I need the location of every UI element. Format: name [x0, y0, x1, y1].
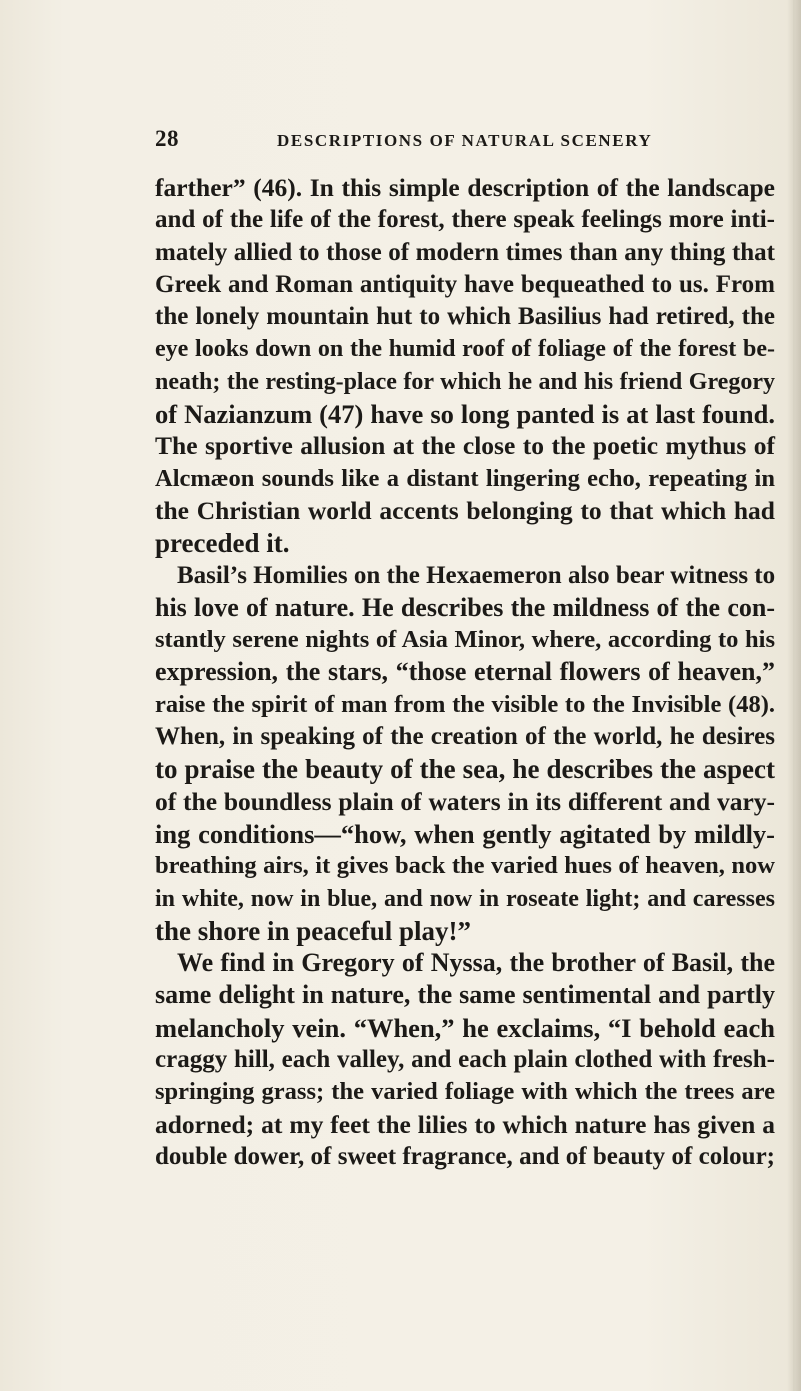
text-line: ing conditions—“how, when gently agitated by mildly- — [155, 818, 775, 849]
text-line: melancholy vein. “When,” he exclaims, “I behold each — [155, 1012, 775, 1043]
page-header — [155, 126, 755, 156]
text-line: raise the spirit of man from the visible to the Invisible (48). — [155, 690, 775, 718]
text-line: and of the life of the forest, there speak feelings more inti- — [155, 206, 775, 234]
text-line: double dower, of sweet fragrance, and of beauty of colour; — [155, 1142, 775, 1170]
text-line: Basil’s Homilies on the Hexaemeron also bear witness to — [177, 561, 776, 589]
text-line: neath; the resting-place for which he and his friend Gregory — [155, 368, 775, 395]
page-edge-line — [793, 0, 795, 1391]
text-line: the Christian world accents belonging to that which had — [155, 495, 775, 525]
text-line: adorned; at my feet the lilies to which nature has given a — [155, 1109, 775, 1139]
text-line: craggy hill, each valley, and each plain clothed with fresh- — [155, 1046, 775, 1074]
text-line: eye looks down on the humid roof of foliage of the forest be- — [155, 336, 775, 363]
text-line: When, in speaking of the creation of the world, he desires — [155, 723, 775, 751]
text-line: preceded it. — [155, 528, 290, 559]
text-line: of the boundless plain of waters in its different and vary- — [155, 786, 775, 816]
text-line: The sportive allusion at the close to the poetic mythus of — [155, 431, 775, 461]
text-line: of Nazianzum (47) have so long panted is at last found. — [155, 399, 775, 430]
text-line: springing grass; the varied foliage with which the trees are — [155, 1078, 775, 1106]
text-line: stantly serene nights of Asia Minor, where, according to his — [155, 626, 775, 654]
text-line: same delight in nature, the same sentimental and partly — [155, 980, 775, 1010]
text-line: farther” (46). In this simple description of the landscape — [155, 173, 775, 202]
body-text — [155, 172, 775, 1173]
text-line: to praise the beauty of the sea, he describes the aspect — [155, 754, 775, 785]
text-line: in white, now in blue, and now in roseate light; and caresses — [155, 885, 775, 912]
text-line: We find in Gregory of Nyssa, the brother of Basil, the — [177, 948, 775, 978]
text-line: the lonely mountain hut to which Basilius had retired, the — [155, 303, 775, 331]
running-head: DESCRIPTIONS OF NATURAL SCENERY — [277, 131, 653, 150]
text-line: the shore in peaceful play!” — [155, 915, 471, 946]
text-line: mately allied to those of modern times than any thing that — [155, 238, 775, 266]
text-line: expression, the stars, “those eternal flowers of heaven,” — [155, 657, 775, 687]
page-number: 28 — [155, 126, 179, 151]
text-line: his love of nature. He describes the mildness of the con- — [155, 592, 775, 622]
text-line: Alcmæon sounds like a distant lingering echo, repeating in — [155, 464, 775, 492]
text-line: breathing airs, it gives back the varied hues of heaven, now — [155, 852, 775, 880]
text-line: Greek and Roman antiquity have bequeathed to us. From — [155, 270, 775, 298]
